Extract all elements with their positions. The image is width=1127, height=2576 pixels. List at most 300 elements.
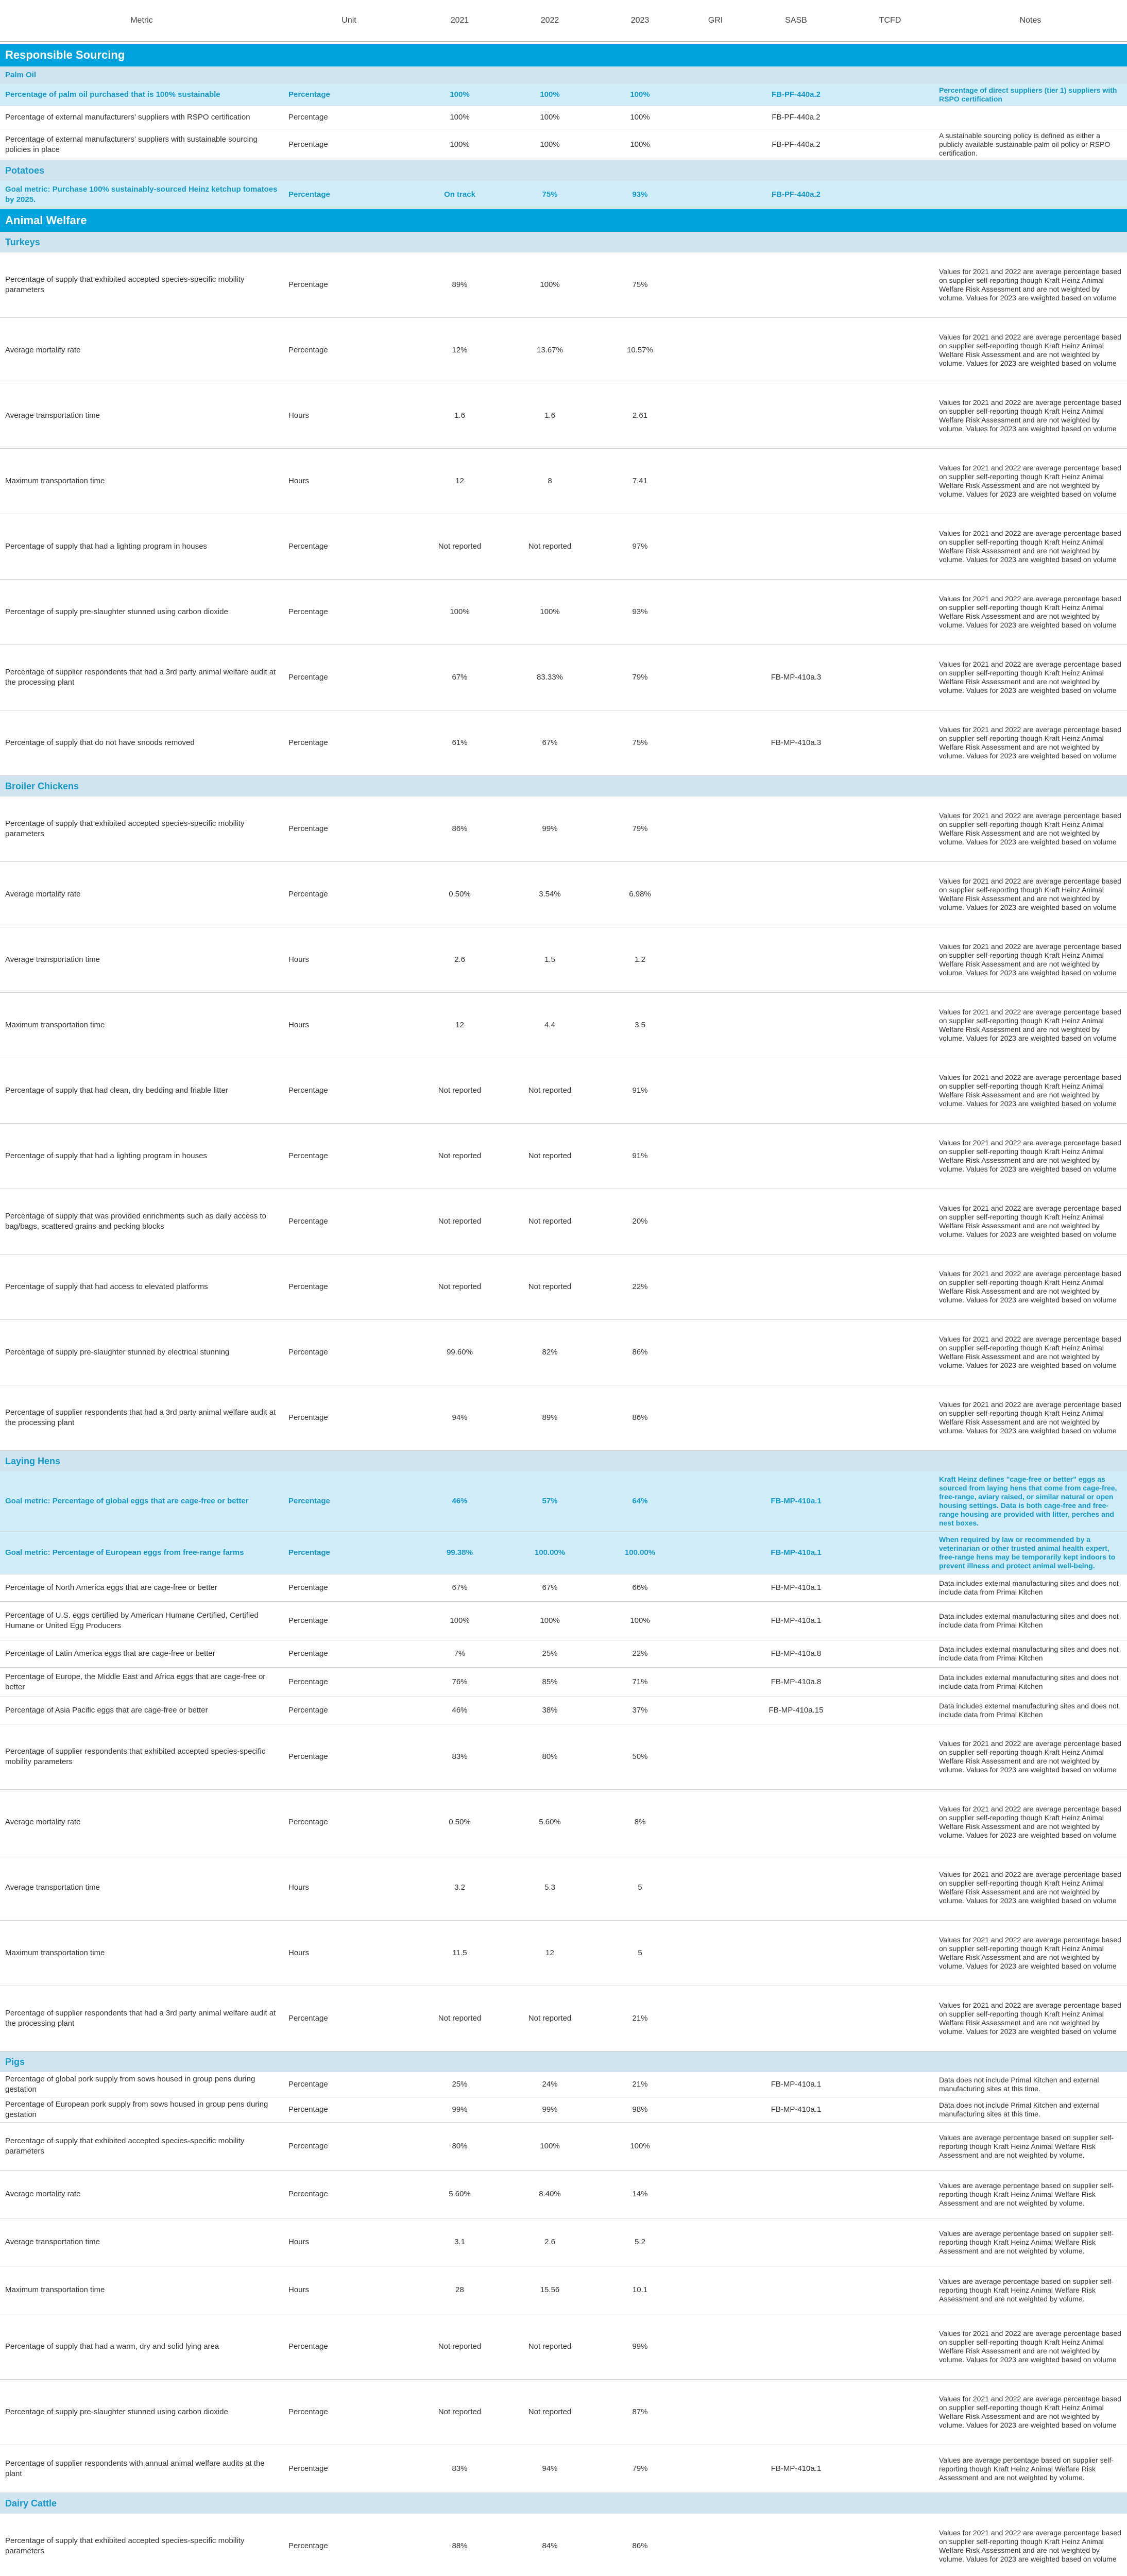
table-row xyxy=(0,1574,1127,1602)
gri-cell xyxy=(685,2266,746,2314)
value-2023-cell: 79% xyxy=(595,796,685,862)
gri-cell xyxy=(685,84,746,106)
value-2022-cell: 84% xyxy=(505,2514,595,2576)
sasb-cell xyxy=(746,1921,846,1986)
notes-cell: Values for 2021 and 2022 are average percentage based on supplier self-reporting though Kraft Heinz Animal Welfare Risk Assessment and are not weighted by volume. Values for 2023 are weighted based on volume xyxy=(934,1124,1127,1189)
metric-cell: Percentage of supply that exhibited accepted species-specific mobility parameters xyxy=(0,796,283,862)
value-2023-cell: 100% xyxy=(595,84,685,106)
gri-cell xyxy=(685,129,746,160)
sasb-cell: FB-MP-410a.1 xyxy=(746,2072,846,2097)
gri-cell xyxy=(685,2072,746,2097)
sasb-cell xyxy=(746,2218,846,2266)
notes-cell: Values for 2021 and 2022 are average percentage based on supplier self-reporting though Kraft Heinz Animal Welfare Risk Assessment and are not weighted by volume. Values for 2023 are weighted based on volume xyxy=(934,1855,1127,1921)
value-2023-cell: 79% xyxy=(595,2445,685,2493)
value-2023-cell: 75% xyxy=(595,252,685,318)
gri-cell xyxy=(685,106,746,129)
unit-cell: Percentage xyxy=(283,1986,415,2052)
metric-cell: Percentage of supply that was provided enrichments such as daily access to bag/bags, scattered grains and pecking blocks xyxy=(0,1189,283,1255)
value-2022-cell: 8.40% xyxy=(505,2171,595,2218)
metric-cell: Percentage of U.S. eggs certified by American Humane Certified, Certified Humane or United Egg Producers xyxy=(0,1602,283,1640)
value-2021-cell: 12% xyxy=(415,318,505,383)
gri-cell xyxy=(685,1385,746,1451)
gri-cell xyxy=(685,1668,746,1697)
notes-cell: A sustainable sourcing policy is defined as either a publicly available sustainable palm oil policy or RSPO certification. xyxy=(934,129,1127,160)
tcfd-cell xyxy=(846,1124,934,1189)
sasb-cell xyxy=(746,1790,846,1855)
value-2023-cell: 87% xyxy=(595,2380,685,2445)
table-row xyxy=(0,1189,1127,1255)
metric-cell: Percentage of supply pre-slaughter stunned using carbon dioxide xyxy=(0,2380,283,2445)
table-row xyxy=(0,514,1127,580)
value-2021-cell: 89% xyxy=(415,252,505,318)
tcfd-cell xyxy=(846,1697,934,1724)
value-2021-cell: Not reported xyxy=(415,1058,505,1124)
table-row xyxy=(0,2123,1127,2171)
section-title: Animal Welfare xyxy=(0,209,1127,232)
value-2023-cell: 22% xyxy=(595,1255,685,1320)
value-2023-cell: 22% xyxy=(595,1640,685,1668)
notes-cell: Values for 2021 and 2022 are average percentage based on supplier self-reporting though Kraft Heinz Animal Welfare Risk Assessment and are not weighted by volume. Values for 2023 are weighted based on volume xyxy=(934,1320,1127,1385)
sasb-cell xyxy=(746,2380,846,2445)
sasb-cell xyxy=(746,1986,846,2052)
value-2021-cell: 2.6 xyxy=(415,927,505,993)
metric-cell: Percentage of supply pre-slaughter stunned by electrical stunning xyxy=(0,1320,283,1385)
unit-cell: Percentage xyxy=(283,1532,415,1574)
sasb-cell xyxy=(746,1385,846,1451)
value-2022-cell: 83.33% xyxy=(505,645,595,710)
subsection-header-row xyxy=(0,2493,1127,2514)
value-2021-cell: 100% xyxy=(415,580,505,645)
tcfd-cell xyxy=(846,710,934,776)
gri-cell xyxy=(685,1855,746,1921)
value-2021-cell: 83% xyxy=(415,2445,505,2493)
table-row xyxy=(0,2445,1127,2493)
sasb-cell: FB-PF-440a.2 xyxy=(746,84,846,106)
value-2023-cell: 99% xyxy=(595,2314,685,2380)
table-row xyxy=(0,1058,1127,1124)
sasb-cell: FB-MP-410a.1 xyxy=(746,1532,846,1574)
unit-cell: Hours xyxy=(283,2218,415,2266)
unit-cell: Percentage xyxy=(283,1058,415,1124)
header-sasb: SASB xyxy=(746,0,846,42)
gri-cell xyxy=(685,1790,746,1855)
notes-cell: Values for 2021 and 2022 are average percentage based on supplier self-reporting though Kraft Heinz Animal Welfare Risk Assessment and are not weighted by volume. Values for 2023 are weighted based on volume xyxy=(934,927,1127,993)
sasb-cell xyxy=(746,1855,846,1921)
subsection-header-row xyxy=(0,776,1127,797)
value-2021-cell: 100% xyxy=(415,84,505,106)
value-2022-cell: 3.54% xyxy=(505,862,595,927)
value-2022-cell: 5.3 xyxy=(505,1855,595,1921)
sasb-cell xyxy=(746,449,846,514)
sasb-cell xyxy=(746,1058,846,1124)
tcfd-cell xyxy=(846,993,934,1058)
gri-cell xyxy=(685,1255,746,1320)
metric-cell: Percentage of supply that do not have snoods removed xyxy=(0,710,283,776)
gri-cell xyxy=(685,2445,746,2493)
tcfd-cell xyxy=(846,580,934,645)
gri-cell xyxy=(685,1574,746,1602)
value-2021-cell: 0.50% xyxy=(415,1790,505,1855)
sasb-cell xyxy=(746,1320,846,1385)
table-row xyxy=(0,1790,1127,1855)
notes-cell: Values for 2021 and 2022 are average percentage based on supplier self-reporting though Kraft Heinz Animal Welfare Risk Assessment and are not weighted by volume. Values for 2023 are weighted based on volume xyxy=(934,1724,1127,1790)
sasb-cell xyxy=(746,927,846,993)
value-2021-cell: Not reported xyxy=(415,1255,505,1320)
notes-cell: Values for 2021 and 2022 are average percentage based on supplier self-reporting though Kraft Heinz Animal Welfare Risk Assessment and are not weighted by volume. Values for 2023 are weighted based on volume xyxy=(934,1385,1127,1451)
unit-cell: Percentage xyxy=(283,2072,415,2097)
tcfd-cell xyxy=(846,1471,934,1532)
table-row xyxy=(0,1724,1127,1790)
sasb-cell xyxy=(746,2314,846,2380)
sasb-cell: FB-PF-440a.2 xyxy=(746,181,846,209)
value-2022-cell: Not reported xyxy=(505,1058,595,1124)
value-2023-cell: 2.61 xyxy=(595,383,685,449)
unit-cell: Percentage xyxy=(283,862,415,927)
subsection-header-row xyxy=(0,160,1127,181)
value-2022-cell: 89% xyxy=(505,1385,595,1451)
value-2023-cell: 91% xyxy=(595,1058,685,1124)
value-2023-cell: 91% xyxy=(595,1124,685,1189)
unit-cell: Percentage xyxy=(283,1640,415,1668)
section-title: Responsible Sourcing xyxy=(0,44,1127,66)
tcfd-cell xyxy=(846,2123,934,2171)
table-row xyxy=(0,1320,1127,1385)
notes-cell xyxy=(934,181,1127,209)
subsection-header-row xyxy=(0,1451,1127,1472)
header-unit: Unit xyxy=(283,0,415,42)
metric-cell: Average transportation time xyxy=(0,927,283,993)
gri-cell xyxy=(685,318,746,383)
metric-cell: Average mortality rate xyxy=(0,862,283,927)
value-2022-cell: 24% xyxy=(505,2072,595,2097)
notes-cell: Values for 2021 and 2022 are average percentage based on supplier self-reporting though Kraft Heinz Animal Welfare Risk Assessment and are not weighted by volume. Values for 2023 are weighted based on volume xyxy=(934,449,1127,514)
value-2023-cell: 8% xyxy=(595,1790,685,1855)
value-2021-cell: 0.50% xyxy=(415,862,505,927)
value-2021-cell: Not reported xyxy=(415,2380,505,2445)
value-2022-cell: 100% xyxy=(505,129,595,160)
gri-cell xyxy=(685,993,746,1058)
unit-cell: Percentage xyxy=(283,1255,415,1320)
table-row xyxy=(0,1855,1127,1921)
unit-cell: Percentage xyxy=(283,2097,415,2123)
sasb-cell: FB-PF-440a.2 xyxy=(746,106,846,129)
notes-cell: Values are average percentage based on supplier self-reporting though Kraft Heinz Animal Welfare Risk Assessment and are not weighted by volume. xyxy=(934,2445,1127,2493)
subsection-header-row xyxy=(0,66,1127,84)
metric-cell: Percentage of supplier respondents that had a 3rd party animal welfare audit at the processing plant xyxy=(0,645,283,710)
table-row xyxy=(0,2380,1127,2445)
unit-cell: Percentage xyxy=(283,1697,415,1724)
gri-cell xyxy=(685,1602,746,1640)
metric-cell: Average transportation time xyxy=(0,2218,283,2266)
goal-metric-row xyxy=(0,84,1127,106)
unit-cell: Hours xyxy=(283,449,415,514)
tcfd-cell xyxy=(846,796,934,862)
sasb-cell: FB-MP-410a.1 xyxy=(746,1471,846,1532)
tcfd-cell xyxy=(846,1724,934,1790)
notes-cell: Data includes external manufacturing sites and does not include data from Primal Kitchen xyxy=(934,1574,1127,1602)
notes-cell: Values for 2021 and 2022 are average percentage based on supplier self-reporting though Kraft Heinz Animal Welfare Risk Assessment and are not weighted by volume. Values for 2023 are weighted based on volume xyxy=(934,993,1127,1058)
unit-cell: Percentage xyxy=(283,318,415,383)
subsection-title: Palm Oil xyxy=(0,66,1127,84)
value-2022-cell: 25% xyxy=(505,1640,595,1668)
tcfd-cell xyxy=(846,1668,934,1697)
table-row xyxy=(0,318,1127,383)
sasb-cell: FB-MP-410a.8 xyxy=(746,1668,846,1697)
value-2023-cell: 66% xyxy=(595,1574,685,1602)
value-2022-cell: 100.00% xyxy=(505,1532,595,1574)
value-2023-cell: 100% xyxy=(595,129,685,160)
value-2023-cell: 21% xyxy=(595,2072,685,2097)
tcfd-cell xyxy=(846,1921,934,1986)
tcfd-cell xyxy=(846,84,934,106)
metric-cell: Percentage of North America eggs that are cage-free or better xyxy=(0,1574,283,1602)
gri-cell xyxy=(685,383,746,449)
table-row xyxy=(0,1255,1127,1320)
unit-cell: Percentage xyxy=(283,796,415,862)
gri-cell xyxy=(685,1471,746,1532)
table-row xyxy=(0,383,1127,449)
tcfd-cell xyxy=(846,2314,934,2380)
value-2023-cell: 21% xyxy=(595,1986,685,2052)
value-2023-cell: 93% xyxy=(595,580,685,645)
table-row xyxy=(0,645,1127,710)
metric-cell: Average transportation time xyxy=(0,383,283,449)
value-2022-cell: 1.6 xyxy=(505,383,595,449)
tcfd-cell xyxy=(846,927,934,993)
metric-cell: Percentage of supply pre-slaughter stunned using carbon dioxide xyxy=(0,580,283,645)
table-row xyxy=(0,1986,1127,2052)
sasb-cell xyxy=(746,580,846,645)
table-row xyxy=(0,2097,1127,2123)
table-row xyxy=(0,1697,1127,1724)
metric-cell: Percentage of external manufacturers' suppliers with sustainable sourcing policies in place xyxy=(0,129,283,160)
notes-cell: Values for 2021 and 2022 are average percentage based on supplier self-reporting though Kraft Heinz Animal Welfare Risk Assessment and are not weighted by volume. Values for 2023 are weighted based on volume xyxy=(934,580,1127,645)
sasb-cell: FB-MP-410a.8 xyxy=(746,1640,846,1668)
sasb-cell: FB-MP-410a.1 xyxy=(746,1602,846,1640)
value-2021-cell: 5.60% xyxy=(415,2171,505,2218)
value-2022-cell: 82% xyxy=(505,1320,595,1385)
value-2022-cell: 57% xyxy=(505,1471,595,1532)
goal-metric-row xyxy=(0,181,1127,209)
unit-cell: Percentage xyxy=(283,2380,415,2445)
gri-cell xyxy=(685,2218,746,2266)
notes-cell: Values for 2021 and 2022 are average percentage based on supplier self-reporting though Kraft Heinz Animal Welfare Risk Assessment and are not weighted by volume. Values for 2023 are weighted based on volume xyxy=(934,2514,1127,2576)
tcfd-cell xyxy=(846,449,934,514)
tcfd-cell xyxy=(846,1189,934,1255)
value-2022-cell: 38% xyxy=(505,1697,595,1724)
tcfd-cell xyxy=(846,1255,934,1320)
unit-cell: Percentage xyxy=(283,252,415,318)
value-2022-cell: 100% xyxy=(505,84,595,106)
tcfd-cell xyxy=(846,1532,934,1574)
unit-cell: Percentage xyxy=(283,84,415,106)
value-2021-cell: 99.38% xyxy=(415,1532,505,1574)
value-2021-cell: 61% xyxy=(415,710,505,776)
metric-cell: Maximum transportation time xyxy=(0,1921,283,1986)
value-2022-cell: 8 xyxy=(505,449,595,514)
value-2023-cell: 98% xyxy=(595,2097,685,2123)
subsection-header-row xyxy=(0,2052,1127,2073)
value-2021-cell: On track xyxy=(415,181,505,209)
table-row xyxy=(0,2266,1127,2314)
tcfd-cell xyxy=(846,1058,934,1124)
table-row xyxy=(0,796,1127,862)
tcfd-cell xyxy=(846,1855,934,1921)
value-2022-cell: Not reported xyxy=(505,2314,595,2380)
sasb-cell xyxy=(746,2514,846,2576)
value-2021-cell: Not reported xyxy=(415,2314,505,2380)
metric-cell: Goal metric: Purchase 100% sustainably-sourced Heinz ketchup tomatoes by 2025. xyxy=(0,181,283,209)
value-2023-cell: 3.5 xyxy=(595,993,685,1058)
notes-cell: Values for 2021 and 2022 are average percentage based on supplier self-reporting though Kraft Heinz Animal Welfare Risk Assessment and are not weighted by volume. Values for 2023 are weighted based on volume xyxy=(934,318,1127,383)
gri-cell xyxy=(685,514,746,580)
table-body xyxy=(0,42,1127,2576)
value-2021-cell: Not reported xyxy=(415,1124,505,1189)
tcfd-cell xyxy=(846,2514,934,2576)
gri-cell xyxy=(685,2097,746,2123)
unit-cell: Hours xyxy=(283,2266,415,2314)
sasb-cell: FB-MP-410a.1 xyxy=(746,1574,846,1602)
header-notes: Notes xyxy=(934,0,1127,42)
notes-cell: Values for 2021 and 2022 are average percentage based on supplier self-reporting though Kraft Heinz Animal Welfare Risk Assessment and are not weighted by volume. Values for 2023 are weighted based on volume xyxy=(934,383,1127,449)
unit-cell: Hours xyxy=(283,1921,415,1986)
value-2021-cell: 46% xyxy=(415,1471,505,1532)
tcfd-cell xyxy=(846,383,934,449)
table-row xyxy=(0,449,1127,514)
notes-cell: Values for 2021 and 2022 are average percentage based on supplier self-reporting though Kraft Heinz Animal Welfare Risk Assessment and are not weighted by volume. Values for 2023 are weighted based on volume xyxy=(934,1058,1127,1124)
table-row xyxy=(0,2514,1127,2576)
value-2022-cell: 13.67% xyxy=(505,318,595,383)
gri-cell xyxy=(685,181,746,209)
header-tcfd: TCFD xyxy=(846,0,934,42)
value-2021-cell: Not reported xyxy=(415,1189,505,1255)
metric-cell: Percentage of supplier respondents that had a 3rd party animal welfare audit at the processing plant xyxy=(0,1986,283,2052)
sasb-cell: FB-MP-410a.1 xyxy=(746,2097,846,2123)
value-2022-cell: 2.6 xyxy=(505,2218,595,2266)
tcfd-cell xyxy=(846,318,934,383)
gri-cell xyxy=(685,1986,746,2052)
table-row xyxy=(0,252,1127,318)
unit-cell: Percentage xyxy=(283,1602,415,1640)
notes-cell: Values for 2021 and 2022 are average percentage based on supplier self-reporting though Kraft Heinz Animal Welfare Risk Assessment and are not weighted by volume. Values for 2023 are weighted based on volume xyxy=(934,862,1127,927)
value-2023-cell: 5 xyxy=(595,1855,685,1921)
subsection-title: Laying Hens xyxy=(0,1451,1127,1472)
value-2021-cell: 3.2 xyxy=(415,1855,505,1921)
metric-cell: Maximum transportation time xyxy=(0,449,283,514)
value-2021-cell: 100% xyxy=(415,106,505,129)
notes-cell: Values for 2021 and 2022 are average percentage based on supplier self-reporting though Kraft Heinz Animal Welfare Risk Assessment and are not weighted by volume. Values for 2023 are weighted based on volume xyxy=(934,710,1127,776)
value-2023-cell: 10.1 xyxy=(595,2266,685,2314)
value-2022-cell: 85% xyxy=(505,1668,595,1697)
unit-cell: Percentage xyxy=(283,1320,415,1385)
value-2023-cell: 6.98% xyxy=(595,862,685,927)
table-row xyxy=(0,1640,1127,1668)
tcfd-cell xyxy=(846,645,934,710)
metric-cell: Percentage of palm oil purchased that is 100% sustainable xyxy=(0,84,283,106)
value-2021-cell: 86% xyxy=(415,796,505,862)
sasb-cell xyxy=(746,862,846,927)
value-2021-cell: 100% xyxy=(415,1602,505,1640)
sasb-cell: FB-MP-410a.3 xyxy=(746,710,846,776)
notes-cell: Data includes external manufacturing sites and does not include data from Primal Kitchen xyxy=(934,1602,1127,1640)
value-2023-cell: 64% xyxy=(595,1471,685,1532)
gri-cell xyxy=(685,1320,746,1385)
value-2022-cell: 100% xyxy=(505,2123,595,2171)
unit-cell: Percentage xyxy=(283,514,415,580)
subsection-title: Pigs xyxy=(0,2052,1127,2073)
tcfd-cell xyxy=(846,1574,934,1602)
gri-cell xyxy=(685,1921,746,1986)
tcfd-cell xyxy=(846,106,934,129)
sasb-cell: FB-MP-410a.15 xyxy=(746,1697,846,1724)
value-2023-cell: 20% xyxy=(595,1189,685,1255)
value-2022-cell: Not reported xyxy=(505,1124,595,1189)
value-2022-cell: 100% xyxy=(505,252,595,318)
subsection-title: Broiler Chickens xyxy=(0,776,1127,797)
metric-cell: Percentage of supply that had clean, dry bedding and friable litter xyxy=(0,1058,283,1124)
value-2021-cell: 28 xyxy=(415,2266,505,2314)
metric-cell: Percentage of supplier respondents that exhibited accepted species-specific mobility parameters xyxy=(0,1724,283,1790)
metric-cell: Percentage of supply that had a lighting program in houses xyxy=(0,514,283,580)
notes-cell: When required by law or recommended by a veterinarian or other trusted animal health expert, free-range hens may be temporarily kept indoors to prevent illness and protect animal well-being. xyxy=(934,1532,1127,1574)
value-2021-cell: 67% xyxy=(415,645,505,710)
goal-metric-row xyxy=(0,1532,1127,1574)
subsection-title: Turkeys xyxy=(0,232,1127,252)
tcfd-cell xyxy=(846,1790,934,1855)
sasb-cell: FB-PF-440a.2 xyxy=(746,129,846,160)
value-2023-cell: 10.57% xyxy=(595,318,685,383)
sasb-cell xyxy=(746,1724,846,1790)
value-2022-cell: 100% xyxy=(505,1602,595,1640)
subsection-header-row xyxy=(0,232,1127,252)
sasb-cell xyxy=(746,993,846,1058)
table-row xyxy=(0,2072,1127,2097)
unit-cell: Percentage xyxy=(283,580,415,645)
value-2021-cell: 25% xyxy=(415,2072,505,2097)
tcfd-cell xyxy=(846,2171,934,2218)
unit-cell: Hours xyxy=(283,1855,415,1921)
subsection-title: Potatoes xyxy=(0,160,1127,181)
value-2022-cell: 75% xyxy=(505,181,595,209)
sasb-cell xyxy=(746,2266,846,2314)
tcfd-cell xyxy=(846,2445,934,2493)
table-row xyxy=(0,1602,1127,1640)
value-2023-cell: 93% xyxy=(595,181,685,209)
value-2023-cell: 75% xyxy=(595,710,685,776)
notes-cell: Values for 2021 and 2022 are average percentage based on supplier self-reporting though Kraft Heinz Animal Welfare Risk Assessment and are not weighted by volume. Values for 2023 are weighted based on volume xyxy=(934,2380,1127,2445)
value-2021-cell: 1.6 xyxy=(415,383,505,449)
metric-cell: Percentage of supply that had a warm, dry and solid lying area xyxy=(0,2314,283,2380)
value-2023-cell: 79% xyxy=(595,645,685,710)
value-2023-cell: 86% xyxy=(595,2514,685,2576)
notes-cell: Values are average percentage based on supplier self-reporting though Kraft Heinz Animal Welfare Risk Assessment and are not weighted by volume. xyxy=(934,2218,1127,2266)
sasb-cell xyxy=(746,383,846,449)
value-2023-cell: 100% xyxy=(595,1602,685,1640)
header-2023: 2023 xyxy=(595,0,685,42)
metric-cell: Average mortality rate xyxy=(0,1790,283,1855)
notes-cell: Values are average percentage based on supplier self-reporting though Kraft Heinz Animal Welfare Risk Assessment and are not weighted by volume. xyxy=(934,2123,1127,2171)
tcfd-cell xyxy=(846,1640,934,1668)
sasb-cell xyxy=(746,1189,846,1255)
notes-cell: Values for 2021 and 2022 are average percentage based on supplier self-reporting though Kraft Heinz Animal Welfare Risk Assessment and are not weighted by volume. Values for 2023 are weighted based on volume xyxy=(934,252,1127,318)
tcfd-cell xyxy=(846,2380,934,2445)
notes-cell: Values for 2021 and 2022 are average percentage based on supplier self-reporting though Kraft Heinz Animal Welfare Risk Assessment and are not weighted by volume. Values for 2023 are weighted based on volume xyxy=(934,796,1127,862)
unit-cell: Percentage xyxy=(283,1724,415,1790)
section-header-row xyxy=(0,209,1127,232)
sasb-cell: FB-MP-410a.3 xyxy=(746,645,846,710)
value-2022-cell: 15.56 xyxy=(505,2266,595,2314)
value-2022-cell: 1.5 xyxy=(505,927,595,993)
